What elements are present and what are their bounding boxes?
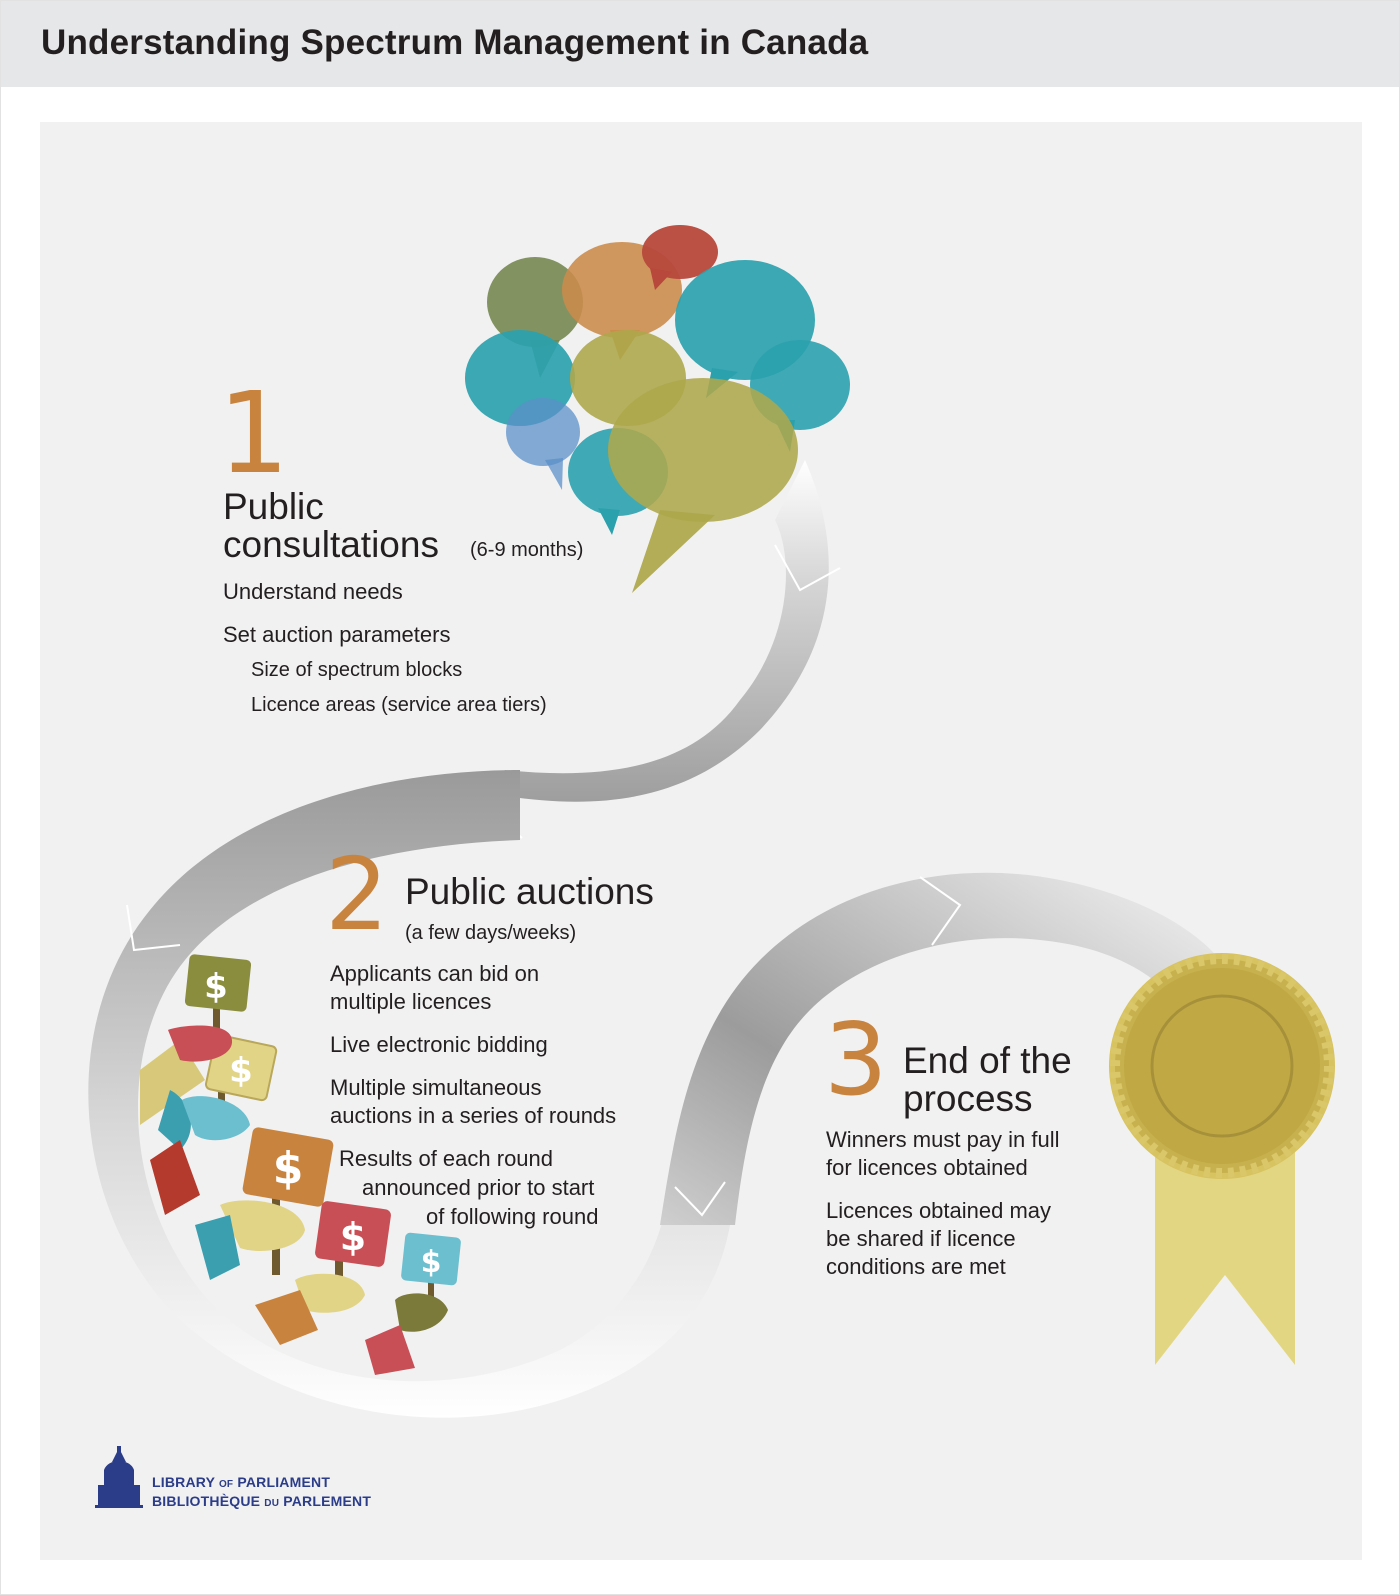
step-3-number: 3 (824, 1001, 888, 1118)
step-2-heading: Public auctions (405, 871, 654, 912)
step-1-duration: (6-9 months) (470, 539, 584, 561)
logo-wordmark-fr (152, 1492, 371, 1513)
step-2-item-line: multiple licences (330, 989, 492, 1014)
step-2-item-line: Live electronic bidding (330, 1032, 548, 1057)
step-1-heading-line1: Public (223, 486, 324, 527)
step-2-item-line: auctions in a series of rounds (330, 1103, 617, 1128)
svg-text:$: $ (272, 1143, 304, 1194)
svg-text:$: $ (229, 1051, 253, 1091)
logo-word: PARLIAMENT (237, 1474, 331, 1490)
step-1-subitem: Licence areas (service area tiers) (251, 694, 547, 716)
step-2-duration: (a few days/weeks) (405, 922, 577, 944)
page-title: Understanding Spectrum Management in Canada (41, 23, 869, 62)
logo-word: DU (264, 1498, 280, 1509)
step-2-item-line: Results of each round (339, 1146, 554, 1171)
step-3-item-line: for licences obtained (826, 1155, 1028, 1180)
step-2-item-line: Multiple simultaneous (330, 1075, 542, 1100)
step-2-number: 2 (325, 836, 389, 953)
logo-wordmark-en (152, 1473, 330, 1494)
parliament-building-icon (95, 1446, 143, 1508)
step-3-heading-line1: End of the (903, 1040, 1072, 1081)
step-3-item-line: Winners must pay in full (826, 1127, 1060, 1152)
award-ribbon-icon (1109, 953, 1335, 1365)
step-1-item: Understand needs (223, 579, 403, 604)
svg-text:$: $ (339, 1215, 367, 1259)
logo-word: LIBRARY (152, 1474, 215, 1490)
logo-word: BIBLIOTHÈQUE (152, 1493, 261, 1509)
step-2-item-line: Applicants can bid on (330, 961, 540, 986)
step-3-item-line: be shared if licence (826, 1226, 1016, 1251)
step-2-item-line: of following round (426, 1204, 599, 1229)
logo-word: OF (218, 1479, 234, 1490)
step-1-subitem: Size of spectrum blocks (251, 659, 463, 681)
step-1-item: Set auction parameters (223, 622, 451, 647)
svg-text:$: $ (204, 967, 228, 1007)
step-1-heading-line2: consultations (223, 524, 439, 565)
step-3-item-line: conditions are met (826, 1254, 1006, 1279)
svg-text:$: $ (420, 1245, 442, 1280)
step-3-heading-line2: process (903, 1078, 1033, 1119)
step-2-item-line: announced prior to start (362, 1175, 595, 1200)
step-3-item-line: Licences obtained may (826, 1198, 1052, 1223)
logo-word: PARLEMENT (283, 1493, 372, 1509)
step-1-number: 1 (218, 369, 290, 499)
